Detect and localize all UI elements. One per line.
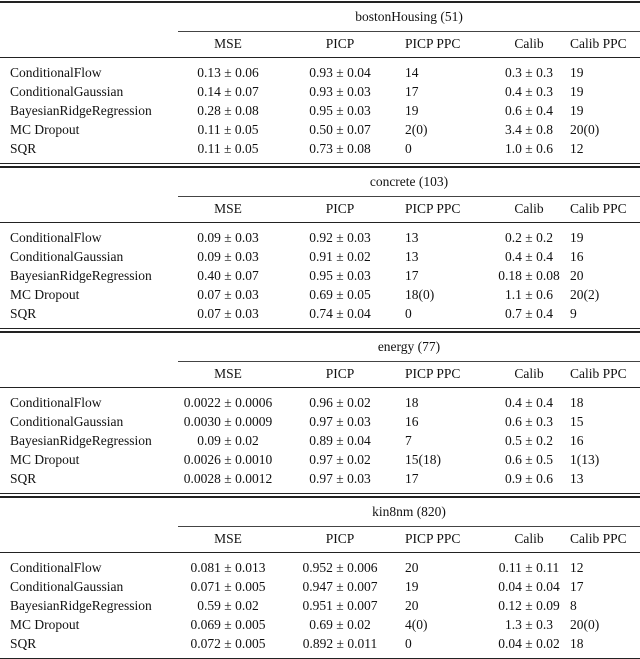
cell-picp-ppc: 13 [405,230,419,245]
cell-method: ConditionalFlow [10,560,102,575]
cell-mse: 0.0028 ± 0.0012 [183,471,273,486]
cell-method: MC Dropout [10,452,80,467]
cell-calib: 0.6 ± 0.3 [505,414,553,429]
cell-mse: 0.28 ± 0.08 [197,103,259,118]
cell-method: ConditionalFlow [10,230,102,245]
cell-mse: 0.0022 ± 0.0006 [183,395,273,410]
cell-picp: 0.50 ± 0.07 [309,122,371,137]
table-row [0,103,640,121]
column-header-mse: MSE [214,201,242,216]
cell-mse: 0.0026 ± 0.0010 [183,452,273,467]
cell-calib: 0.2 ± 0.2 [505,230,553,245]
cell-calib-ppc: 9 [570,306,577,321]
cell-picp-ppc: 19 [405,103,419,118]
dataset-block [0,166,640,329]
cell-method: ConditionalGaussian [10,249,124,264]
cell-mse: 0.071 ± 0.005 [190,579,266,594]
cell-method: MC Dropout [10,122,80,137]
cell-calib-ppc: 19 [570,103,584,118]
column-group-rule [178,526,640,527]
cell-calib-ppc: 20 [570,268,584,283]
cell-picp: 0.947 ± 0.007 [302,579,378,594]
cell-picp-ppc: 18 [405,395,419,410]
cell-method: MC Dropout [10,287,80,302]
cell-mse: 0.59 ± 0.02 [197,598,259,613]
cell-method: BayesianRidgeRegression [10,598,152,613]
cell-calib: 0.3 ± 0.3 [505,65,553,80]
cell-picp: 0.96 ± 0.02 [309,395,371,410]
table-row [0,433,640,451]
column-header-calib-ppc: Calib PPC [570,366,627,381]
cell-calib-ppc: 20(0) [570,617,600,632]
cell-picp: 0.93 ± 0.04 [309,65,371,80]
cell-calib: 0.04 ± 0.02 [498,636,560,651]
cell-calib: 0.18 ± 0.08 [498,268,560,283]
table-row [0,471,640,489]
table-row [0,560,640,578]
table-row [0,230,640,248]
cell-picp: 0.89 ± 0.04 [309,433,371,448]
column-header-calib: Calib [514,201,544,216]
column-header-picp: PICP [325,36,355,51]
column-header-calib: Calib [514,36,544,51]
column-header-picp: PICP [325,201,355,216]
column-header-mse: MSE [214,366,242,381]
cell-picp-ppc: 15(18) [405,452,441,467]
cell-mse: 0.09 ± 0.02 [197,433,259,448]
cell-mse: 0.09 ± 0.03 [197,249,259,264]
cell-calib: 1.0 ± 0.6 [505,141,553,156]
cell-mse: 0.0030 ± 0.0009 [183,414,273,429]
header-rule [0,222,640,223]
column-header-picp: PICP [325,531,355,546]
cell-picp: 0.892 ± 0.011 [302,636,378,651]
cell-calib-ppc: 16 [570,433,584,448]
table-row [0,617,640,635]
cell-picp: 0.93 ± 0.03 [309,84,371,99]
cell-mse: 0.13 ± 0.06 [197,65,259,80]
cell-picp-ppc: 2(0) [405,122,428,137]
header-rule [0,57,640,58]
cell-calib-ppc: 20(0) [570,122,600,137]
cell-picp: 0.91 ± 0.02 [309,249,371,264]
header-row [0,531,640,549]
column-group-rule [178,361,640,362]
dataset-block [0,331,640,494]
table-row [0,598,640,616]
cell-calib: 0.4 ± 0.4 [505,249,553,264]
header-row [0,201,640,219]
column-header-picp: PICP [325,366,355,381]
cell-mse: 0.11 ± 0.05 [197,122,259,137]
results-table [0,1,640,659]
column-group-rule [178,196,640,197]
table-row [0,414,640,432]
cell-calib: 0.6 ± 0.5 [505,452,553,467]
cell-calib: 3.4 ± 0.8 [505,122,553,137]
cell-calib-ppc: 20(2) [570,287,600,302]
cell-calib-ppc: 19 [570,84,584,99]
column-header-picp-ppc: PICP PPC [405,366,461,381]
column-header-calib-ppc: Calib PPC [570,201,627,216]
table-row [0,306,640,324]
cell-picp: 0.951 ± 0.007 [302,598,378,613]
cell-picp-ppc: 14 [405,65,419,80]
table-row [0,636,640,654]
cell-picp: 0.73 ± 0.08 [309,141,371,156]
cell-mse: 0.07 ± 0.03 [197,306,259,321]
cell-calib-ppc: 18 [570,636,584,651]
cell-picp: 0.97 ± 0.03 [309,414,371,429]
cell-picp-ppc: 20 [405,598,419,613]
cell-picp: 0.97 ± 0.03 [309,471,371,486]
dataset-block [0,1,640,164]
header-rule [0,387,640,388]
cell-picp-ppc: 7 [405,433,412,448]
header-row [0,366,640,384]
cell-calib-ppc: 12 [570,560,584,575]
cell-mse: 0.40 ± 0.07 [197,268,259,283]
table-row [0,452,640,470]
cell-mse: 0.14 ± 0.07 [197,84,259,99]
cell-picp: 0.92 ± 0.03 [309,230,371,245]
cell-method: ConditionalFlow [10,65,102,80]
header-rule [0,552,640,553]
cell-picp: 0.69 ± 0.02 [309,617,371,632]
cell-calib: 0.5 ± 0.2 [505,433,553,448]
column-header-calib: Calib [514,531,544,546]
cell-method: ConditionalGaussian [10,84,124,99]
cell-mse: 0.07 ± 0.03 [197,287,259,302]
table-row [0,84,640,102]
cell-calib-ppc: 12 [570,141,584,156]
cell-calib: 0.4 ± 0.4 [505,395,553,410]
cell-picp-ppc: 4(0) [405,617,428,632]
cell-picp-ppc: 0 [405,306,412,321]
table-row [0,249,640,267]
column-header-mse: MSE [214,36,242,51]
cell-calib-ppc: 8 [570,598,577,613]
column-group-rule [178,31,640,32]
table-row [0,395,640,413]
cell-mse: 0.069 ± 0.005 [190,617,266,632]
cell-calib-ppc: 18 [570,395,584,410]
cell-calib: 1.3 ± 0.3 [505,617,553,632]
table-row [0,65,640,83]
cell-calib: 1.1 ± 0.6 [505,287,553,302]
table-row [0,122,640,140]
cell-calib: 0.6 ± 0.4 [505,103,553,118]
cell-method: ConditionalGaussian [10,579,124,594]
cell-picp-ppc: 17 [405,268,419,283]
column-header-calib-ppc: Calib PPC [570,531,627,546]
cell-method: BayesianRidgeRegression [10,268,152,283]
cell-calib-ppc: 19 [570,65,584,80]
cell-picp-ppc: 18(0) [405,287,435,302]
cell-picp-ppc: 0 [405,141,412,156]
cell-calib: 0.7 ± 0.4 [505,306,553,321]
cell-calib-ppc: 13 [570,471,584,486]
cell-mse: 0.11 ± 0.05 [197,141,259,156]
cell-mse: 0.09 ± 0.03 [197,230,259,245]
header-row [0,36,640,54]
column-header-calib: Calib [514,366,544,381]
cell-calib: 0.04 ± 0.04 [498,579,560,594]
cell-calib-ppc: 16 [570,249,584,264]
column-header-picp-ppc: PICP PPC [405,201,461,216]
cell-picp: 0.95 ± 0.03 [309,103,371,118]
dataset-title: concrete (103) [369,174,449,189]
cell-calib: 0.4 ± 0.3 [505,84,553,99]
dataset-title: kin8nm (820) [372,504,446,519]
dataset-title: energy (77) [377,339,441,354]
cell-picp-ppc: 17 [405,471,419,486]
cell-picp: 0.69 ± 0.05 [309,287,371,302]
cell-calib-ppc: 1(13) [570,452,600,467]
cell-method: ConditionalGaussian [10,414,124,429]
cell-picp-ppc: 16 [405,414,419,429]
cell-picp: 0.95 ± 0.03 [309,268,371,283]
table-row [0,268,640,286]
cell-method: BayesianRidgeRegression [10,433,152,448]
dataset-title: bostonHousing (51) [355,9,463,24]
cell-picp-ppc: 19 [405,579,419,594]
cell-picp: 0.952 ± 0.006 [302,560,378,575]
cell-picp-ppc: 13 [405,249,419,264]
cell-method: SQR [10,636,37,651]
cell-picp: 0.74 ± 0.04 [309,306,371,321]
cell-mse: 0.072 ± 0.005 [190,636,266,651]
cell-method: SQR [10,471,37,486]
cell-picp-ppc: 20 [405,560,419,575]
cell-calib: 0.12 ± 0.09 [498,598,560,613]
column-header-mse: MSE [214,531,242,546]
table-row [0,141,640,159]
cell-method: SQR [10,141,37,156]
column-header-calib-ppc: Calib PPC [570,36,627,51]
column-header-picp-ppc: PICP PPC [405,36,461,51]
cell-method: SQR [10,306,37,321]
dataset-block [0,496,640,659]
cell-mse: 0.081 ± 0.013 [190,560,266,575]
cell-calib-ppc: 17 [570,579,584,594]
cell-picp-ppc: 0 [405,636,412,651]
cell-calib-ppc: 19 [570,230,584,245]
cell-picp: 0.97 ± 0.02 [309,452,371,467]
cell-picp-ppc: 17 [405,84,419,99]
cell-method: ConditionalFlow [10,395,102,410]
cell-calib: 0.9 ± 0.6 [505,471,553,486]
cell-calib-ppc: 15 [570,414,584,429]
column-header-picp-ppc: PICP PPC [405,531,461,546]
table-row [0,579,640,597]
cell-calib: 0.11 ± 0.11 [498,560,560,575]
cell-method: MC Dropout [10,617,80,632]
table-row [0,287,640,305]
cell-method: BayesianRidgeRegression [10,103,152,118]
